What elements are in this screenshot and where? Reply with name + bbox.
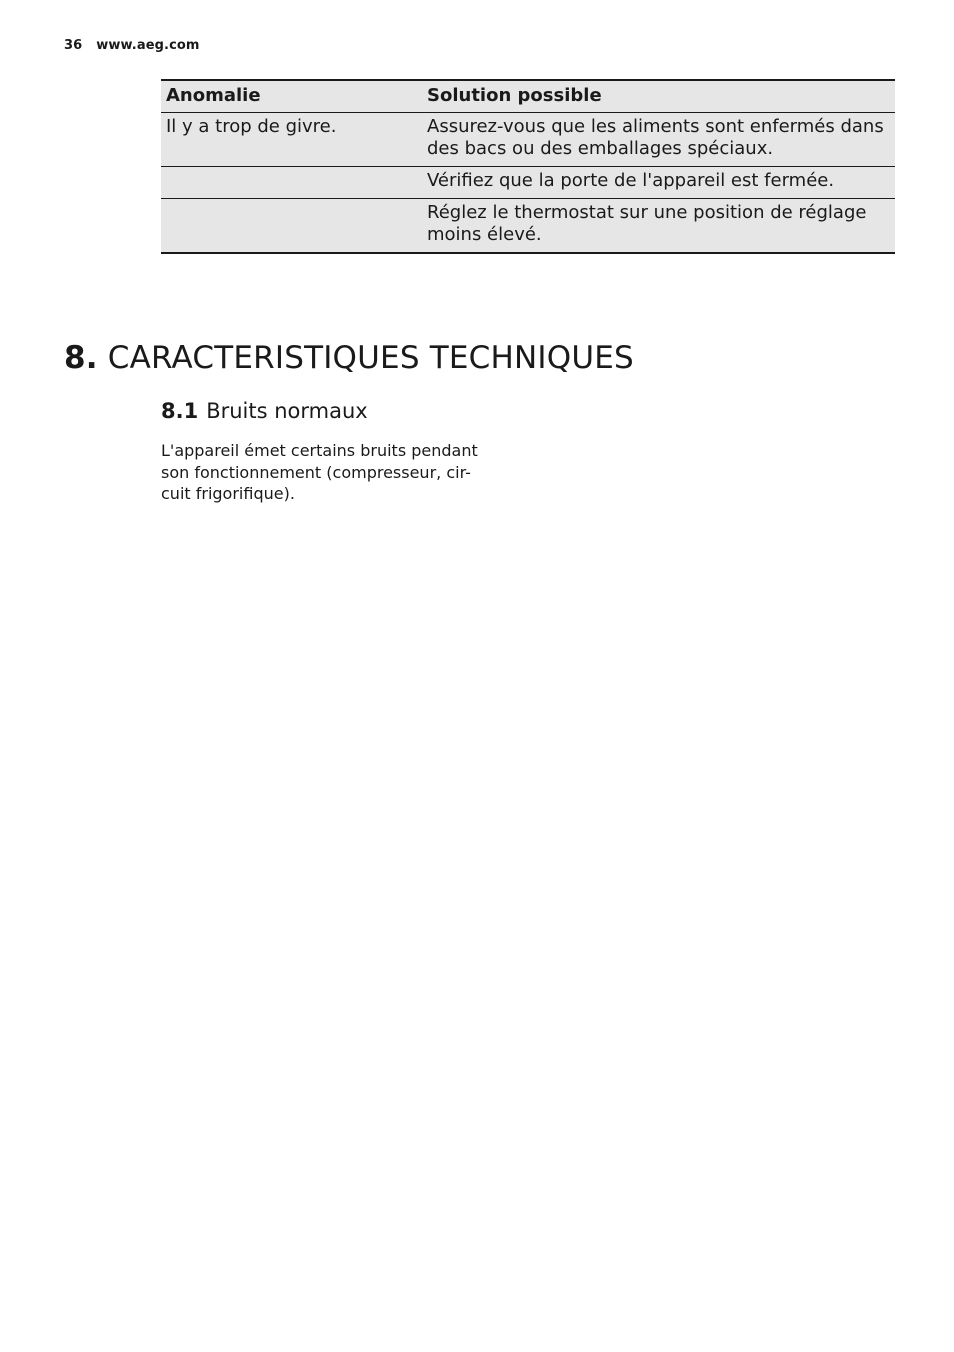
solution-line: Assurez-vous que les aliments sont enfermés dans [427, 116, 884, 137]
body-line: L'appareil émet certains bruits pendant [161, 441, 478, 460]
solution-line: Réglez le thermostat sur une position de réglage [427, 202, 867, 223]
body-paragraph [161, 440, 511, 505]
anomaly-cell [161, 167, 422, 199]
table-row [161, 199, 895, 254]
solution-cell [422, 113, 895, 167]
table-row [161, 113, 895, 167]
solution-line: des bacs ou des emballages spéciaux. [427, 138, 774, 159]
body-line: son fonctionnement (compresseur, cir- [161, 462, 471, 482]
table-header-row [161, 80, 895, 113]
subsection-title-text: Bruits normaux [206, 399, 368, 423]
anomaly-cell: Il y a trop de givre. [166, 116, 337, 137]
section-title [64, 340, 634, 376]
section-title-text: CARACTERISTIQUES TECHNIQUES [107, 340, 634, 376]
section-number: 8. [64, 340, 98, 376]
website-url: www.aeg.com [96, 38, 200, 53]
solution-line: moins élevé. [427, 224, 542, 245]
page-number: 36 [64, 38, 83, 53]
subsection-number: 8.1 [161, 399, 199, 423]
solution-line: Vérifiez que la porte de l'appareil est fermée. [427, 170, 835, 191]
solution-cell [422, 167, 895, 199]
troubleshooting-table [161, 79, 895, 254]
subsection-title [161, 399, 368, 423]
anomaly-cell [161, 199, 422, 254]
column-header-solution: Solution possible [427, 85, 602, 106]
table-row [161, 167, 895, 199]
solution-cell [422, 199, 895, 254]
body-line: cuit frigorifique). [161, 484, 295, 503]
column-header-anomaly: Anomalie [166, 85, 261, 106]
page-header [64, 38, 200, 53]
